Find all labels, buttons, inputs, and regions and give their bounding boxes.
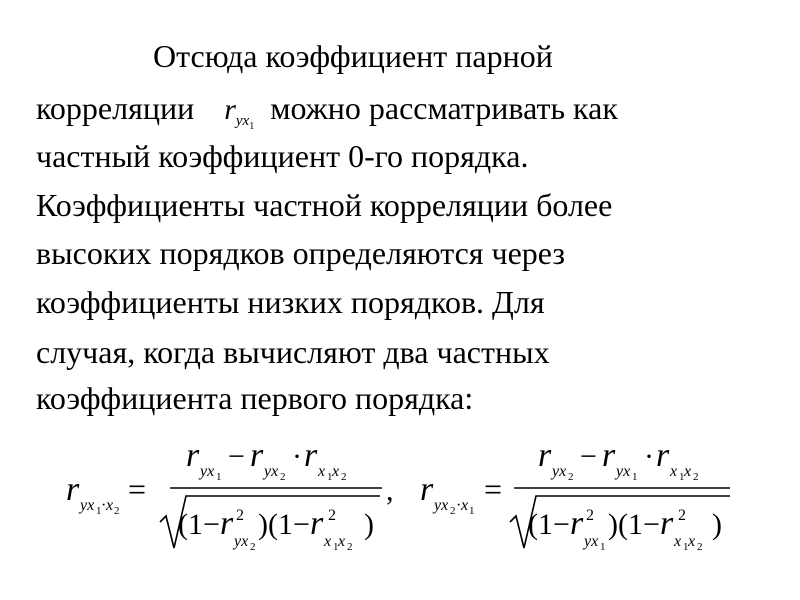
- svg-text:1: 1: [600, 541, 606, 553]
- svg-text:x: x: [461, 497, 469, 514]
- svg-text:x: x: [318, 463, 326, 480]
- svg-text:2: 2: [697, 541, 703, 553]
- text-line-4: [36, 189, 612, 221]
- svg-text:1−: 1−: [188, 508, 220, 541]
- svg-text:r: r: [538, 437, 552, 474]
- svg-text:x: x: [324, 533, 332, 550]
- text-line-1-content: Отсюда коэффициент парной: [153, 38, 553, 74]
- svg-text:r: r: [220, 505, 234, 542]
- svg-text:2: 2: [568, 471, 574, 483]
- text-line-5-content: высоких порядков определяются через: [36, 235, 566, 271]
- svg-text:yx: yx: [200, 463, 215, 480]
- text-line-2-end: можно рассматривать как: [270, 90, 618, 126]
- svg-text:r: r: [602, 437, 616, 474]
- svg-text:1−: 1−: [628, 508, 660, 541]
- svg-text:1−: 1−: [278, 508, 310, 541]
- svg-text:(: (: [268, 508, 278, 541]
- svg-text:1: 1: [679, 471, 685, 483]
- text-line-7: [36, 336, 550, 368]
- text-line-6: [36, 286, 545, 318]
- formulas: [0, 430, 800, 600]
- svg-text:x: x: [688, 533, 696, 550]
- svg-text:x: x: [106, 497, 114, 514]
- svg-text:r: r: [656, 437, 670, 474]
- inline-r-yx1: $r_{yx_1}$: [224, 93, 255, 132]
- svg-text:·: ·: [292, 440, 302, 473]
- svg-text:1−: 1−: [538, 508, 570, 541]
- svg-text:−: −: [580, 440, 597, 473]
- svg-text:·: ·: [644, 440, 654, 473]
- svg-text:1: 1: [216, 471, 222, 483]
- svg-text:r: r: [310, 505, 324, 542]
- svg-text:): ): [608, 508, 618, 541]
- svg-text:yx: yx: [552, 463, 567, 480]
- svg-text:r: r: [250, 437, 264, 474]
- text-line-4-content: Коэффициенты частной корреляции более: [36, 187, 613, 223]
- svg-text:r: r: [660, 505, 674, 542]
- svg-text:1: 1: [632, 471, 638, 483]
- text-line-8: [36, 382, 473, 414]
- svg-text:2: 2: [280, 471, 286, 483]
- svg-text:): ): [364, 508, 374, 541]
- svg-text:·: ·: [456, 497, 462, 514]
- svg-text:r: r: [570, 505, 584, 542]
- svg-text:yx: yx: [434, 497, 449, 514]
- svg-text:1: 1: [333, 541, 339, 553]
- text-line-8-content: коэффициента первого порядка:: [36, 380, 474, 416]
- svg-text:1: 1: [96, 505, 102, 517]
- svg-text:,: ,: [386, 474, 394, 507]
- svg-text:(: (: [528, 508, 538, 541]
- svg-text:2: 2: [250, 541, 256, 553]
- svg-text:yx: yx: [80, 497, 95, 514]
- svg-text:2: 2: [450, 505, 456, 517]
- svg-text:x: x: [332, 463, 340, 480]
- svg-text:r: r: [186, 437, 200, 474]
- svg-text:r: r: [420, 471, 434, 508]
- svg-text:x: x: [670, 463, 678, 480]
- svg-text:yx: yx: [616, 463, 631, 480]
- svg-text:=: =: [484, 471, 503, 507]
- svg-text:): ): [712, 508, 722, 541]
- svg-text:1: 1: [327, 471, 333, 483]
- text-line-7-content: случая, когда вычисляют два частных: [36, 334, 550, 370]
- svg-text:2: 2: [236, 507, 244, 524]
- svg-text:1: 1: [469, 505, 475, 517]
- svg-text:(: (: [618, 508, 628, 541]
- svg-text:2: 2: [114, 505, 120, 517]
- svg-text:2: 2: [678, 507, 686, 524]
- text-line-2-start: корреляции: [36, 90, 195, 126]
- svg-text:x: x: [674, 533, 682, 550]
- text-line-1: [153, 40, 553, 72]
- formula-1: [66, 437, 394, 553]
- text-line-3-content: частный коэффициент 0-го порядка.: [36, 138, 529, 174]
- svg-text:·: ·: [101, 497, 107, 514]
- svg-text:=: =: [128, 471, 147, 507]
- svg-text:r: r: [304, 437, 318, 474]
- formula-2: [420, 437, 730, 553]
- svg-text:2: 2: [586, 507, 594, 524]
- svg-text:r: r: [66, 471, 80, 508]
- svg-text:yx: yx: [584, 533, 599, 550]
- svg-text:): ): [258, 508, 268, 541]
- text-line-5: [36, 237, 565, 269]
- svg-text:(: (: [178, 508, 188, 541]
- svg-text:2: 2: [328, 507, 336, 524]
- text-line-2: [36, 90, 618, 132]
- svg-text:1: 1: [683, 541, 689, 553]
- svg-text:2: 2: [347, 541, 353, 553]
- svg-text:2: 2: [341, 471, 347, 483]
- svg-text:yx: yx: [264, 463, 279, 480]
- svg-text:x: x: [338, 533, 346, 550]
- svg-text:yx: yx: [234, 533, 249, 550]
- text-line-6-content: коэффициенты низких порядков. Для: [36, 284, 545, 320]
- svg-text:x: x: [684, 463, 692, 480]
- svg-text:−: −: [228, 440, 245, 473]
- text-line-3: [36, 140, 528, 172]
- svg-text:2: 2: [693, 471, 699, 483]
